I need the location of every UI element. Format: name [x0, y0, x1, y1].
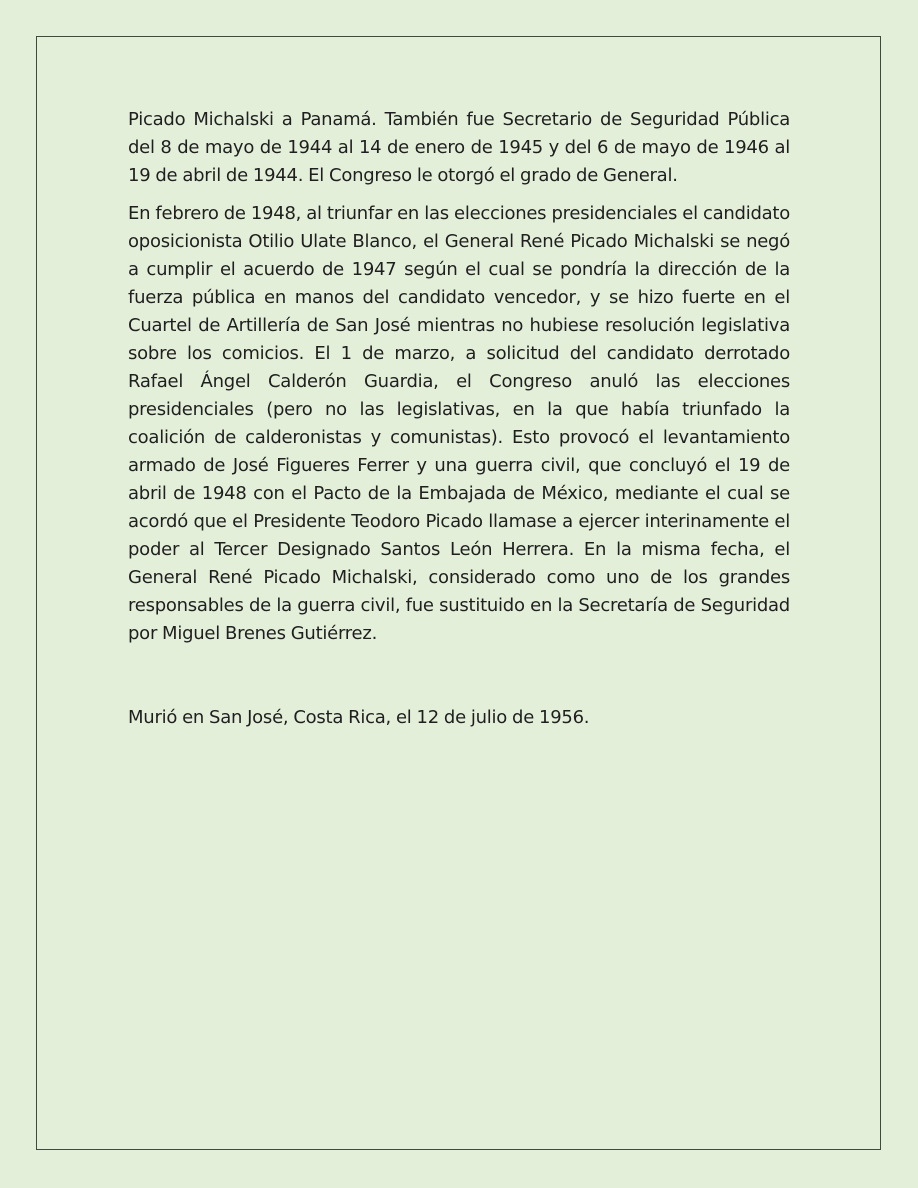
paragraph-death: Murió en San José, Costa Rica, el 12 de julio de 1956.	[128, 707, 590, 728]
document-body	[128, 106, 790, 732]
paragraph-early-career: Picado Michalski a Panamá. También fue Secretario de Seguridad Pública del 8 de mayo de 1944 al 14 de enero de 1945 y del 6 de mayo de 1946 al 19 de abril de 1944. El Congreso le otorgó el grado de General.	[128, 109, 790, 186]
paragraph-1948-events: En febrero de 1948, al triunfar en las elecciones presidenciales el candidato oposicionista Otilio Ulate Blanco, el General René Picado Michalski se negó a cumplir el acuerdo de 1947 según el cual se pondría la dirección de la fuerza pública en manos del candidato vencedor, y se hizo fuerte en el Cuartel de Artillería de San José mientras no hubiese resolución legislativa sobre los comicios. El 1 de marzo, a solicitud del candidato derrotado Rafael Ángel Calderón Guardia, el Congreso anuló las elecciones presidenciales (pero no las legislativas, en la que había triunfado la coalición de calderonistas y comunistas). Esto provocó el levantamiento armado de José Figueres Ferrer y una guerra civil, que concluyó el 19 de abril de 1948 con el Pacto de la Embajada de México, mediante el cual se acordó que el Presidente Teodoro Picado llamase a ejercer interinamente el poder al Tercer Designado Santos León Herrera. En la misma fecha, el General René Picado Michalski, considerado como uno de los grandes responsables de la guerra civil, fue sustituido en la Secretaría de Seguridad por Miguel Brenes Gutiérrez.	[128, 203, 790, 644]
